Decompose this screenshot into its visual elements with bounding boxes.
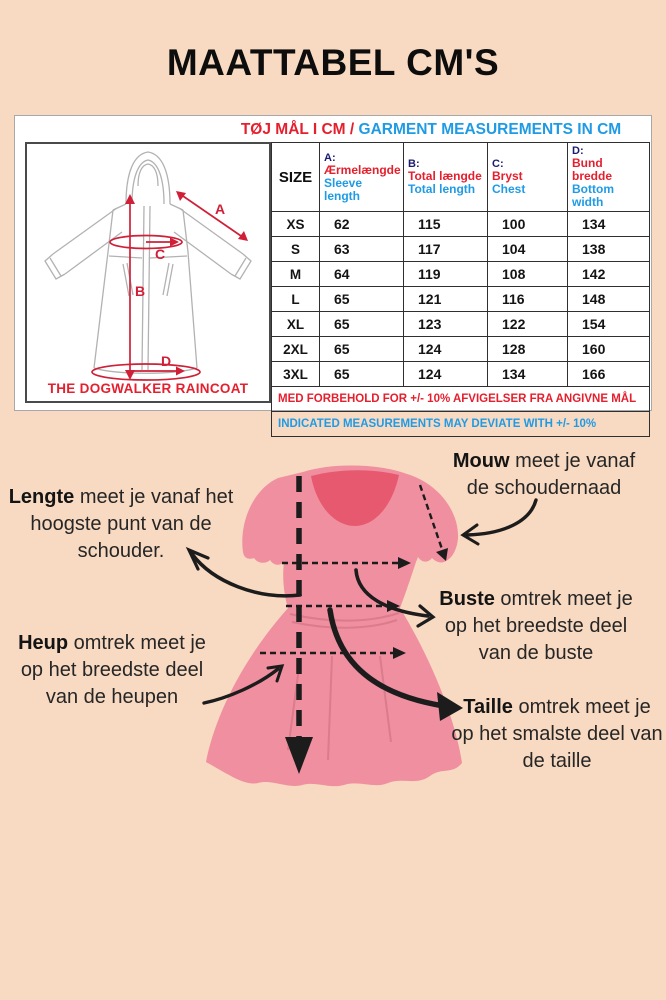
col-c-english: Chest xyxy=(492,182,526,196)
cell-bottom: 142 xyxy=(568,262,650,287)
cell-length: 123 xyxy=(404,312,488,337)
cell-sleeve: 65 xyxy=(320,287,404,312)
heup-note xyxy=(6,630,218,711)
row-size: 3XL xyxy=(272,362,320,387)
cell-chest: 122 xyxy=(488,312,568,337)
table-row xyxy=(272,237,650,262)
col-a-danish: Ærmelængde xyxy=(324,162,401,177)
buste-text: omtrek meet je op het breedste deel van de buste xyxy=(444,588,633,664)
row-size: 2XL xyxy=(272,337,320,362)
mouw-text: meet je vanaf de schoudernaad xyxy=(466,450,636,499)
table-row xyxy=(272,337,650,362)
cell-length: 124 xyxy=(404,337,488,362)
col-c-danish: Bryst xyxy=(492,169,523,183)
taille-note xyxy=(450,694,664,775)
mouw-arrow xyxy=(467,500,536,535)
cell-length: 115 xyxy=(404,212,488,237)
label-b: B xyxy=(135,283,146,299)
mouw-note xyxy=(446,448,642,502)
col-d-danish: Bund bredde xyxy=(572,156,613,183)
table-row xyxy=(272,312,650,337)
col-d-letter: D: xyxy=(572,145,584,157)
col-c-letter: C: xyxy=(492,158,504,170)
cell-bottom: 154 xyxy=(568,312,650,337)
raincoat-drawing-box xyxy=(25,142,271,403)
taille-text: omtrek meet je op het smalste deel van de taille xyxy=(451,696,663,772)
cell-bottom: 160 xyxy=(568,337,650,362)
cell-chest: 134 xyxy=(488,362,568,387)
table-row xyxy=(272,262,650,287)
col-d xyxy=(568,143,650,212)
deviation-note-danish: MED FORBEHOLD FOR +/- 10% AFVIGELSER FRA ANGIVNE MÅL xyxy=(272,387,650,412)
cell-chest: 108 xyxy=(488,262,568,287)
row-size: M xyxy=(272,262,320,287)
cell-bottom: 166 xyxy=(568,362,650,387)
cell-chest: 100 xyxy=(488,212,568,237)
cell-sleeve: 65 xyxy=(320,312,404,337)
size-chart-panel xyxy=(14,115,652,430)
raincoat-outline xyxy=(45,152,251,373)
header-danish: TØJ MÅL I CM xyxy=(240,121,346,138)
table-row xyxy=(272,212,650,237)
size-table xyxy=(271,142,650,437)
col-c xyxy=(488,143,568,212)
cell-bottom: 138 xyxy=(568,237,650,262)
table-header-row xyxy=(272,143,650,212)
table-row xyxy=(272,287,650,312)
page-title: MAATTABEL CM'S xyxy=(166,42,500,83)
buste-note xyxy=(428,586,644,667)
table-row xyxy=(272,362,650,387)
bottom-ellipse xyxy=(92,364,200,380)
lengte-note xyxy=(6,484,236,565)
header-english: GARMENT MEASUREMENTS IN CM xyxy=(358,121,622,138)
drawing-caption: THE DOGWALKER RAINCOAT xyxy=(47,381,249,396)
note-row-danish xyxy=(272,387,650,412)
col-d-english: Bottom width xyxy=(572,182,614,209)
header-separator: / xyxy=(345,121,359,138)
col-b-english: Total length xyxy=(408,182,476,196)
cell-bottom: 148 xyxy=(568,287,650,312)
raincoat-drawing xyxy=(27,144,269,401)
panel-header xyxy=(215,121,647,139)
cell-bottom: 134 xyxy=(568,212,650,237)
row-size: XS xyxy=(272,212,320,237)
row-size: L xyxy=(272,287,320,312)
cell-length: 121 xyxy=(404,287,488,312)
lengte-text: meet je vanaf het hoogste punt van de schouder. xyxy=(30,486,234,562)
col-b-danish: Total længde xyxy=(408,169,482,183)
lengte-keyword: Lengte xyxy=(8,486,75,508)
label-c: C xyxy=(155,246,166,262)
buste-keyword: Buste xyxy=(439,588,495,610)
heup-keyword: Heup xyxy=(18,632,69,654)
row-size: XL xyxy=(272,312,320,337)
cell-sleeve: 62 xyxy=(320,212,404,237)
cell-chest: 116 xyxy=(488,287,568,312)
col-a-english: Sleeve length xyxy=(324,175,363,203)
cell-length: 124 xyxy=(404,362,488,387)
col-a-letter: A: xyxy=(324,151,336,164)
col-b-letter: B: xyxy=(408,158,420,170)
col-b xyxy=(404,143,488,212)
label-a: A xyxy=(215,201,226,217)
heup-text: omtrek meet je op het breedste deel van de heupen xyxy=(20,632,206,708)
row-size: S xyxy=(272,237,320,262)
cell-length: 119 xyxy=(404,262,488,287)
mouw-keyword: Mouw xyxy=(452,450,510,472)
cell-chest: 128 xyxy=(488,337,568,362)
deviation-note-english: INDICATED MEASUREMENTS MAY DEVIATE WITH +/- 10% xyxy=(272,412,650,437)
col-a xyxy=(320,143,404,212)
cell-sleeve: 65 xyxy=(320,362,404,387)
cell-sleeve: 65 xyxy=(320,337,404,362)
cell-length: 117 xyxy=(404,237,488,262)
col-size: SIZE xyxy=(272,143,320,212)
taille-keyword: Taille xyxy=(463,696,513,718)
label-d: D xyxy=(161,353,172,369)
cell-chest: 104 xyxy=(488,237,568,262)
cell-sleeve: 64 xyxy=(320,262,404,287)
cell-sleeve: 63 xyxy=(320,237,404,262)
